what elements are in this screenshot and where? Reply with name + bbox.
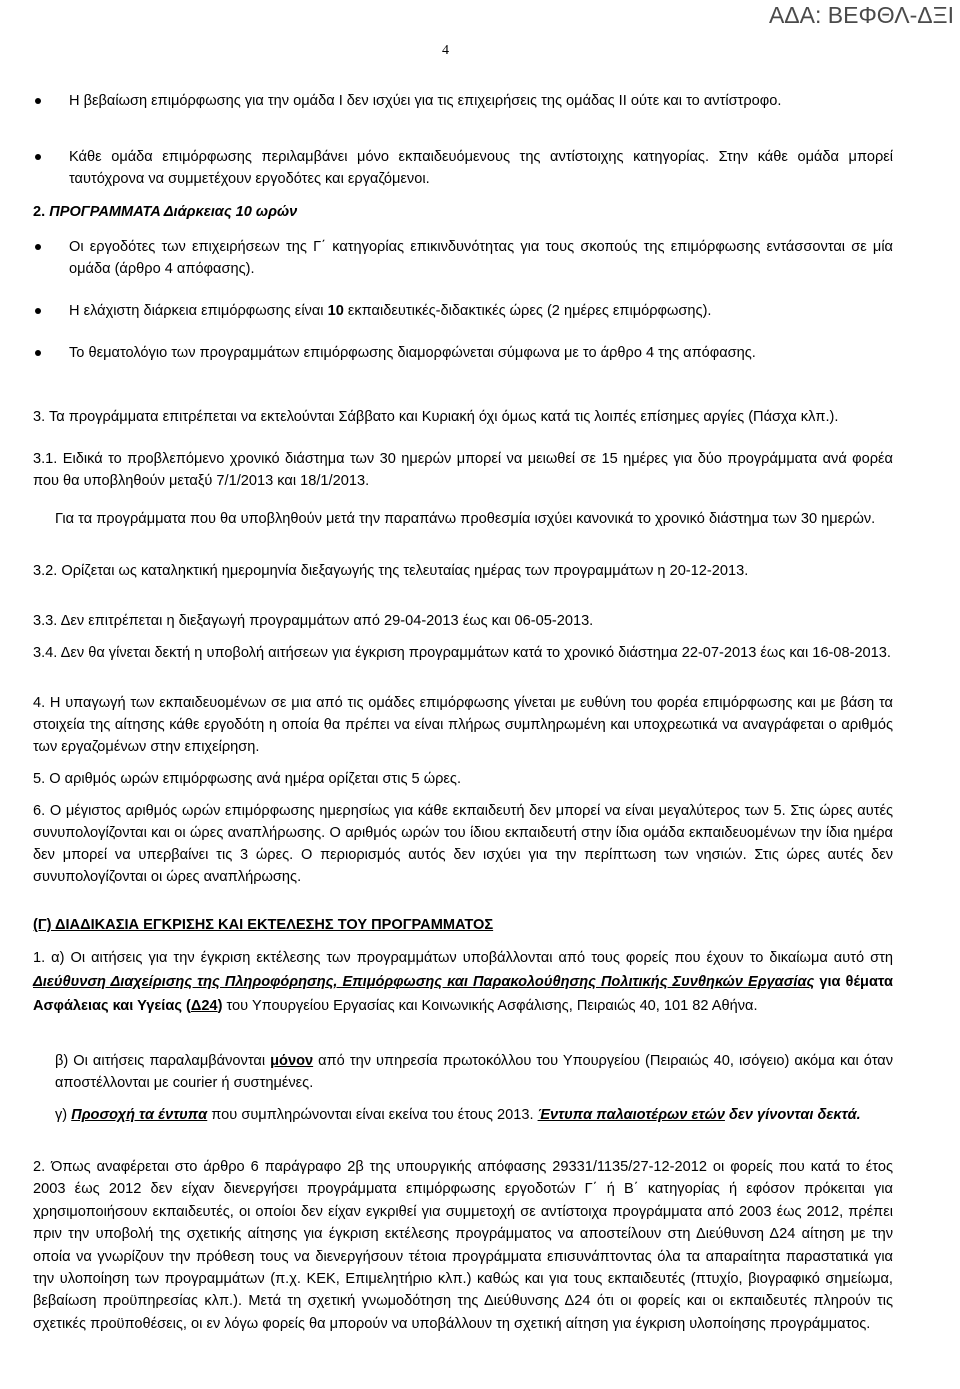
list-item xyxy=(33,342,893,364)
list-item xyxy=(33,90,893,112)
section-g-heading: (Γ) ΔΙΑΔΙΚΑΣΙΑ ΕΓΚΡΙΣΗΣ ΚΑΙ ΕΚΤΕΛΕΣΗΣ ΤΟΥ ΠΡΟΓΡΑΜΜΑΤΟΣ xyxy=(33,917,494,933)
g1b-text: β) Οι αιτήσεις παραλαμβάνονται xyxy=(55,1053,271,1069)
g1c-text-mid: που συμπληρώνονται είναι εκείνα του έτους 2013. xyxy=(207,1107,538,1123)
page-number: 4 xyxy=(442,43,449,58)
bullet-icon xyxy=(35,154,41,160)
paragraph-3: 3. Τα προγράμματα επιτρέπεται να εκτελούνται Σάββατο και Κυριακή όχι όμως κατά τις λοιπές επίσημες αργίες (Πάσχα κλπ.). xyxy=(33,409,839,425)
paragraph-3-2: 3.2. Ορίζεται ως καταληκτική ημερομηνία διεξαγωγής της τελευταίας ημέρας των προγραμμάτων η 20-12-2013. xyxy=(33,563,749,579)
g1b-only-emphasis: μόνον xyxy=(270,1053,314,1069)
g1c-not-accepted: δεν γίνονται δεκτά. xyxy=(724,1107,861,1123)
paragraph-6: 6. Ο μέγιστος αριθμός ωρών επιμόρφωσης ημερησίως για κάθε εκπαιδευτή δεν μπορεί να είναι μεγαλύτερος των 5. Στις ώρες αυτές συνυπολογίζονται και οι ώρες αναπλήρωσης. Ο αριθμός ωρών του ίδιου εκπαιδευτή στην ίδια ομάδα εκπαιδευομένων την ίδια ημέρα δεν μπορεί να υπερβαίνει τις 3 ώρες. Ο περιορισμός αυτός δεν ισχύει για την περίπτωση των νησιών. Στις ώρες αυτές δεν συνυπολογίζονται οι ώρες αναπλήρωσης. xyxy=(33,803,893,885)
paragraph-g2: 2. Όπως αναφέρεται στο άρθρο 6 παράγραφο 2β της υπουργικής απόφασης 29331/1135/27-12-2012 οι φορείς που κατά το έτος 2003 έως 2012 δεν είχαν διενεργήσει προγράμματα επιμόρφωσης εργοδοτών Γ΄ ή Β΄ κατηγορίας ή εφόσον πρόκειται για χρησιμοποιήσουν εκπαιδευτές, οι οποίοι δεν είχαν εγκριθεί για συμμετοχή σε αντίστοιχα προγράμματα από 2003 έως 2012, πρέπει πριν την υποβολή της σχετικής αίτησης για έγκριση εκτέλεσης προγράμματος να αποστείλουν στη Διεύθυνση Δ24 αίτηση με την οποία να γνωρίζουν την πρόθεση τους να διενεργήσουν τέτοια προγράμματα επισυνάπτοντας όλα τα απαραίτητα παραστατικά για την υλοποίηση των προγραμμάτων (π.χ. ΚΕΚ, Επιμελητήριο κλπ.) καθώς και για τους εκπαιδευτές (πτυχίο, βιογραφικό σημείωμα, βεβαίωση προϋπηρεσίας κλπ.). Μετά τη σχετική γνωμοδότηση της Διεύθυνσης Δ24 ότι οι φορείς και οι εκπαιδευτές πληρούν τις σχετικές προϋποθέσεις, οι εν λόγω φορείς θα μπορούν να υποβάλλουν τη σχετική αίτηση για έγκριση υλοποίησης προγράμματος. xyxy=(33,1159,893,1332)
paragraph-5: 5. Ο αριθμός ωρών επιμόρφωσης ανά ημέρα ορίζεται στις 5 ώρες. xyxy=(33,771,462,787)
directorate-name: Διεύθυνση Διαχείρισης της Πληροφόρησης, Επιμόρφωσης και Παρακολούθησης Πολιτικής Συνθηκών Εργασίας xyxy=(33,974,815,990)
list-item xyxy=(33,300,893,322)
bullet-text: Η βεβαίωση επιμόρφωσης για την ομάδα I δεν ισχύει για τις επιχειρήσεις της ομάδας II ούτε και το αντίστροφο. xyxy=(69,93,782,109)
section-2-heading xyxy=(33,201,893,223)
paragraph-3-4: 3.4. Δεν θα γίνεται δεκτή η υποβολή αιτήσεων για έγκριση προγραμμάτων κατά το χρονικό διάστημα 22-07-2013 έως και 16-08-2013. xyxy=(33,645,891,661)
g1a-address: του Υπουργείου Εργασίας και Κοινωνικής Ασφάλισης, Πειραιώς 40, 101 82 Αθήνα. xyxy=(222,998,758,1014)
list-item xyxy=(33,236,893,280)
g1b-text-end: από την υπηρεσία πρωτοκόλλου του Υπουργείου (Πειραιώς 40, ισόγειο) ακόμα και όταν αποστέλλονται με courier ή συστημένες. xyxy=(55,1053,893,1091)
bullet-text: Το θεματολόγιο των προγραμμάτων επιμόρφωσης διαμορφώνεται σύμφωνα με το άρθρο 4 της απόφασης. xyxy=(69,345,756,361)
paragraph-4: 4. Η υπαγωγή των εκπαιδευομένων σε μια από τις ομάδες επιμόρφωσης γίνεται με ευθύνη του φορέα επιμόρφωσης και με βάση τα στοιχεία της αίτησης κάθε εργοδότη η οποία θα πρέπει να είναι πλήρως συμπληρωμένη και υποχρεωτικά να αναγράφεται ο αριθμός των εργαζομένων στην επιχείρηση. xyxy=(33,695,893,755)
bullet-text-part: Η ελάχιστη διάρκεια επιμόρφωσης είναι xyxy=(69,303,328,319)
list-item xyxy=(33,146,893,190)
bullet-icon xyxy=(35,308,41,314)
bullet-text-part: εκπαιδευτικές-διδακτικές ώρες (2 ημέρες επιμόρφωσης). xyxy=(343,303,712,319)
paragraph-g1c xyxy=(33,1104,893,1126)
g1c-old-forms: Έντυπα παλαιοτέρων ετών xyxy=(537,1107,725,1123)
section-2-title: ΠΡΟΓΡΑΜΜΑΤΑ Διάρκειας 10 ωρών xyxy=(49,204,298,220)
bullet-icon xyxy=(35,244,41,250)
bullet-icon xyxy=(35,350,41,356)
bullet-text: Κάθε ομάδα επιμόρφωσης περιλαμβάνει μόνο εκπαιδευόμενους της αντίστοιχης κατηγορίας. Στην κάθε ομάδα μπορεί ταυτόχρονα να συμμετέχουν εργοδότες και εργαζόμενοι. xyxy=(69,149,893,187)
bullet-text xyxy=(69,300,893,322)
section-2-number: 2. xyxy=(33,204,46,220)
ada-header: ΑΔΑ: ΒΕΦΘΛ-ΔΞΙ xyxy=(768,2,954,28)
paragraph-3-1-note: Για τα προγράμματα που θα υποβληθούν μετά την παραπάνω προθεσμία ισχύει κανονικά το χρονικό διάστημα των 30 ημερών. xyxy=(55,511,876,527)
g1a-bold-close: ) xyxy=(217,998,223,1014)
g1c-attention: Προσοχή τα έντυπα xyxy=(71,1107,208,1123)
paragraph-3-3: 3.3. Δεν επιτρέπεται η διεξαγωγή προγραμμάτων από 29-04-2013 έως και 06-05-2013. xyxy=(33,613,594,629)
bullet-icon xyxy=(35,98,41,104)
g1a-bold-text: για θέματα Ασφάλειας και Υγείας ( xyxy=(33,974,894,1014)
bullet-text: Οι εργοδότες των επιχειρήσεων της Γ΄ κατηγορίας επικινδυνότητας για τους σκοπούς της επιμόρφωσης εντάσσονται σε μία ομάδα (άρθρο 4 απόφασης). xyxy=(69,239,893,277)
paragraph-g1b xyxy=(33,1050,893,1094)
paragraph-3-1: 3.1. Ειδικά το προβλεπόμενο χρονικό διάστημα των 30 ημερών μπορεί να μειωθεί σε 15 ημέρες για δύο προγράμματα ανά φορέα που θα υποβληθούν μεταξύ 7/1/2013 και 18/1/2013. xyxy=(33,451,893,489)
d24-code: Δ24 xyxy=(190,998,218,1014)
g1a-text: 1. α) Οι αιτήσεις για την έγκριση εκτέλεσης των προγραμμάτων υποβάλλονται από τους φορείς που έχουν το δικαίωμα αυτό στη xyxy=(33,950,893,966)
g1c-text: γ) xyxy=(55,1107,72,1123)
paragraph-g1a xyxy=(33,946,893,1018)
bullet-bold-hours: 10 xyxy=(327,303,344,319)
